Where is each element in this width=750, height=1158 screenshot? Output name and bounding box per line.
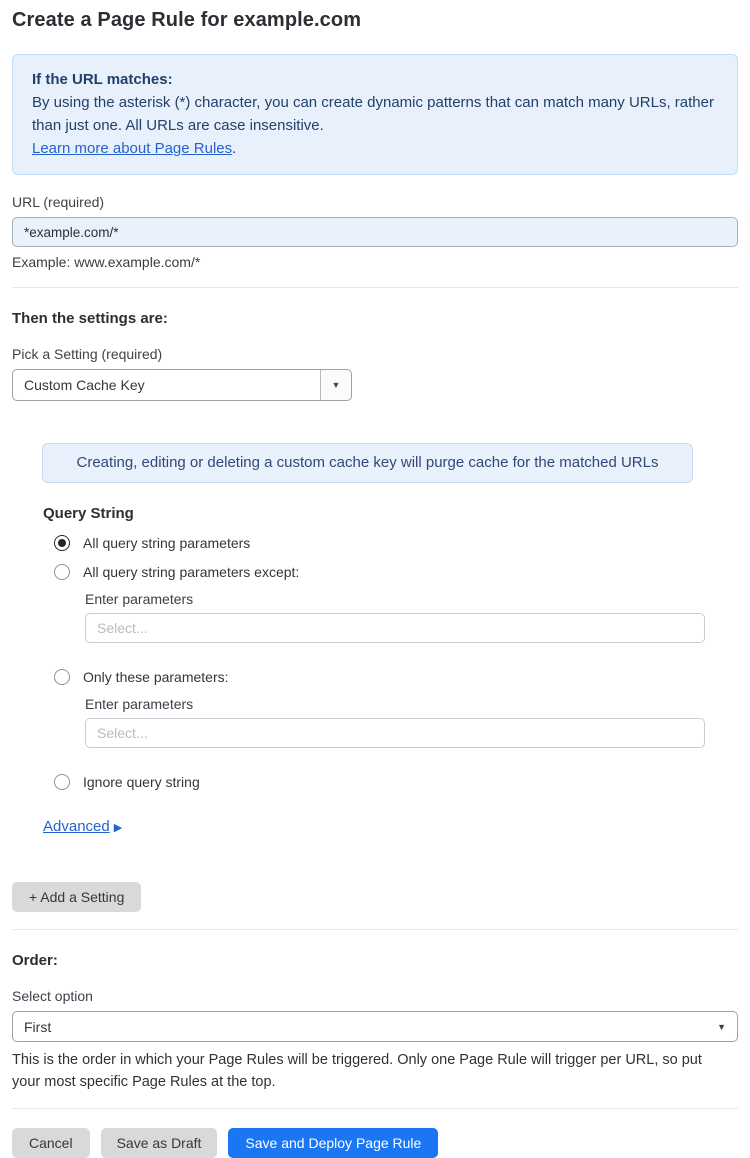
radio-label: Only these parameters: (83, 669, 229, 685)
order-select-value: First (24, 1018, 52, 1035)
url-field-label: URL (required) (12, 194, 105, 210)
radio-label: All query string parameters (83, 535, 251, 551)
setting-dropdown[interactable] (12, 369, 352, 401)
radio-icon[interactable] (54, 564, 70, 580)
settings-section-heading: Then the settings are: (12, 310, 168, 327)
radio-option-only-these[interactable] (54, 669, 738, 685)
radio-icon[interactable] (54, 535, 70, 551)
setting-dropdown-value: Custom Cache Key (24, 377, 145, 393)
add-setting-button[interactable]: + Add a Setting (12, 882, 141, 912)
info-box-heading: If the URL matches: (32, 71, 173, 88)
advanced-link[interactable]: Advanced (43, 818, 110, 835)
page-title: Create a Page Rule for example.com (12, 9, 362, 31)
radio-option-all-params[interactable] (54, 535, 738, 551)
url-example-hint: Example: www.example.com/* (12, 254, 201, 270)
order-help-text: This is the order in which your Page Rules will be triggered. Only one Page Rule will trigger per URL, so put your most specific Page Rules at the top. (12, 1052, 702, 1090)
info-box-link-row (32, 137, 718, 160)
order-select-label: Select option (12, 988, 93, 1004)
advanced-row (43, 818, 738, 835)
radio-option-all-except[interactable] (54, 564, 738, 580)
save-and-deploy-button[interactable]: Save and Deploy Page Rule (228, 1128, 438, 1158)
cancel-button[interactable]: Cancel (12, 1128, 90, 1158)
query-string-heading: Query String (43, 505, 134, 522)
divider (12, 929, 738, 930)
only-parameters-field (85, 696, 738, 748)
radio-icon[interactable] (54, 774, 70, 790)
only-parameters-input[interactable] (85, 718, 705, 748)
order-section-heading: Order: (12, 952, 58, 969)
radio-label: Ignore query string (83, 774, 200, 790)
except-parameters-input[interactable] (85, 613, 705, 643)
info-box-body: By using the asterisk (*) character, you can create dynamic patterns that can match many URLs, rather than just one. All URLs are case insensitive. (32, 94, 714, 134)
url-match-info-box (12, 54, 738, 175)
divider (12, 1108, 738, 1109)
link-period: . (232, 140, 237, 157)
enter-parameters-label: Enter parameters (85, 696, 194, 712)
radio-icon[interactable] (54, 669, 70, 685)
chevron-down-icon: ▼ (717, 1021, 726, 1032)
url-input[interactable] (12, 217, 738, 247)
chevron-down-icon[interactable]: ▼ (320, 370, 351, 400)
order-select[interactable] (12, 1011, 738, 1042)
footer-actions (12, 1128, 738, 1158)
pick-setting-label: Pick a Setting (required) (12, 346, 163, 362)
cache-purge-notice: Creating, editing or deleting a custom cache key will purge cache for the matched URLs (42, 443, 693, 483)
save-as-draft-button[interactable]: Save as Draft (101, 1128, 218, 1158)
radio-label: All query string parameters except: (83, 564, 300, 580)
caret-right-icon[interactable]: ▶ (113, 822, 123, 834)
divider (12, 287, 738, 288)
learn-more-link[interactable]: Learn more about Page Rules (32, 140, 233, 157)
except-parameters-field (85, 591, 738, 643)
enter-parameters-label: Enter parameters (85, 591, 194, 607)
radio-option-ignore-query[interactable] (54, 774, 738, 790)
